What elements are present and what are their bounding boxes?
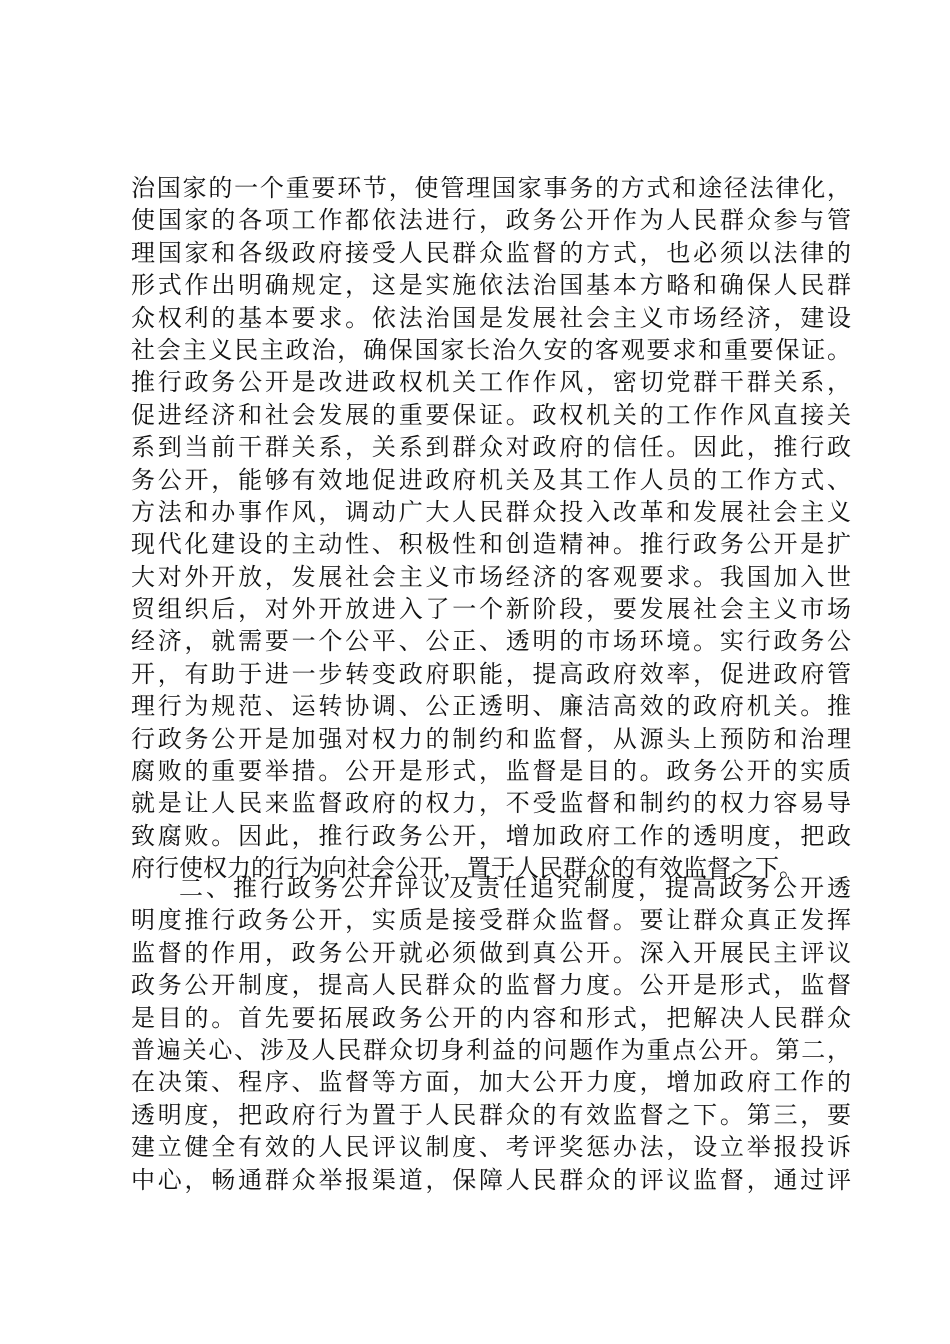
text-line: 众权利的基本要求。依法治国是发展社会主义市场经济，建设 [131,303,851,332]
text-line: 府行使权力的行为向社会公开，置于人民群众的有效监督之下。 [131,854,803,883]
text-line: 理行为规范、运转协调、公正透明、廉洁高效的政府机关。推 [131,692,851,721]
text-line: 就是让人民来监督政府的权力，不受监督和制约的权力容易导 [131,789,851,818]
paragraph-1 [131,172,851,885]
text-line: 腐败的重要举措。公开是形式，监督是目的。政务公开的实质 [131,757,851,786]
text-line: 透明度，把政府行为置于人民群众的有效监督之下。第三，要 [131,1100,851,1129]
text-line: 明度推行政务公开，实质是接受群众监督。要让群众真正发挥 [131,906,851,935]
text-line: 务公开，能够有效地促进政府机关及其工作人员的工作方式、 [131,465,851,494]
text-line: 形式作出明确规定，这是实施依法治国基本方略和确保人民群 [131,271,851,300]
text-line: 致腐败。因此，推行政务公开，增加政府工作的透明度，把政 [131,821,851,850]
text-line: 在决策、程序、监督等方面，加大公开力度，增加政府工作的 [131,1068,851,1097]
text-line: 现代化建设的主动性、积极性和创造精神。推行政务公开是扩 [131,530,851,559]
text-line: 建立健全有效的人民评议制度、考评奖惩办法，设立举报投诉 [131,1133,851,1162]
text-line: 系到当前干群关系，关系到群众对政府的信任。因此，推行政 [131,433,851,462]
text-line: 中心，畅通群众举报渠道，保障人民群众的评议监督，通过评 [131,1165,851,1194]
text-line: 普遍关心、涉及人民群众切身利益的问题作为重点公开。第二， [131,1035,851,1064]
text-line: 二、推行政务公开评议及责任追究制度，提高政务公开透 [179,874,851,902]
text-line: 经济，就需要一个公平、公正、透明的市场环境。实行政务公 [131,627,851,656]
text-line: 方法和办事作风，调动广大人民群众投入改革和发展社会主义 [131,497,851,526]
text-line: 贸组织后，对外开放进入了一个新阶段，要发展社会主义市场 [131,595,851,624]
text-line: 推行政务公开是改进政权机关工作作风，密切党群干群关系， [131,368,851,397]
text-line: 社会主义民主政治，确保国家长治久安的客观要求和重要保证。 [131,335,851,364]
text-line: 使国家的各项工作都依法进行，政务公开作为人民群众参与管 [131,206,851,235]
text-line: 治国家的一个重要环节，使管理国家事务的方式和途径法律化， [131,174,851,202]
text-line: 政务公开制度，提高人民群众的监督力度。公开是形式，监督 [131,971,851,1000]
text-line: 是目的。首先要拓展政务公开的内容和形式，把解决人民群众 [131,1003,851,1032]
text-line: 促进经济和社会发展的重要保证。政权机关的工作作风直接关 [131,400,851,429]
text-line: 理国家和各级政府接受人民群众监督的方式，也必须以法律的 [131,238,851,267]
paragraph-2 [131,872,851,1196]
text-line: 大对外开放，发展社会主义市场经济的客观要求。我国加入世 [131,562,851,591]
text-line: 监督的作用，政务公开就必须做到真公开。深入开展民主评议 [131,938,851,967]
text-line: 行政务公开是加强对权力的制约和监督，从源头上预防和治理 [131,724,851,753]
text-line: 开，有助于进一步转变政府职能，提高政府效率，促进政府管 [131,659,851,688]
